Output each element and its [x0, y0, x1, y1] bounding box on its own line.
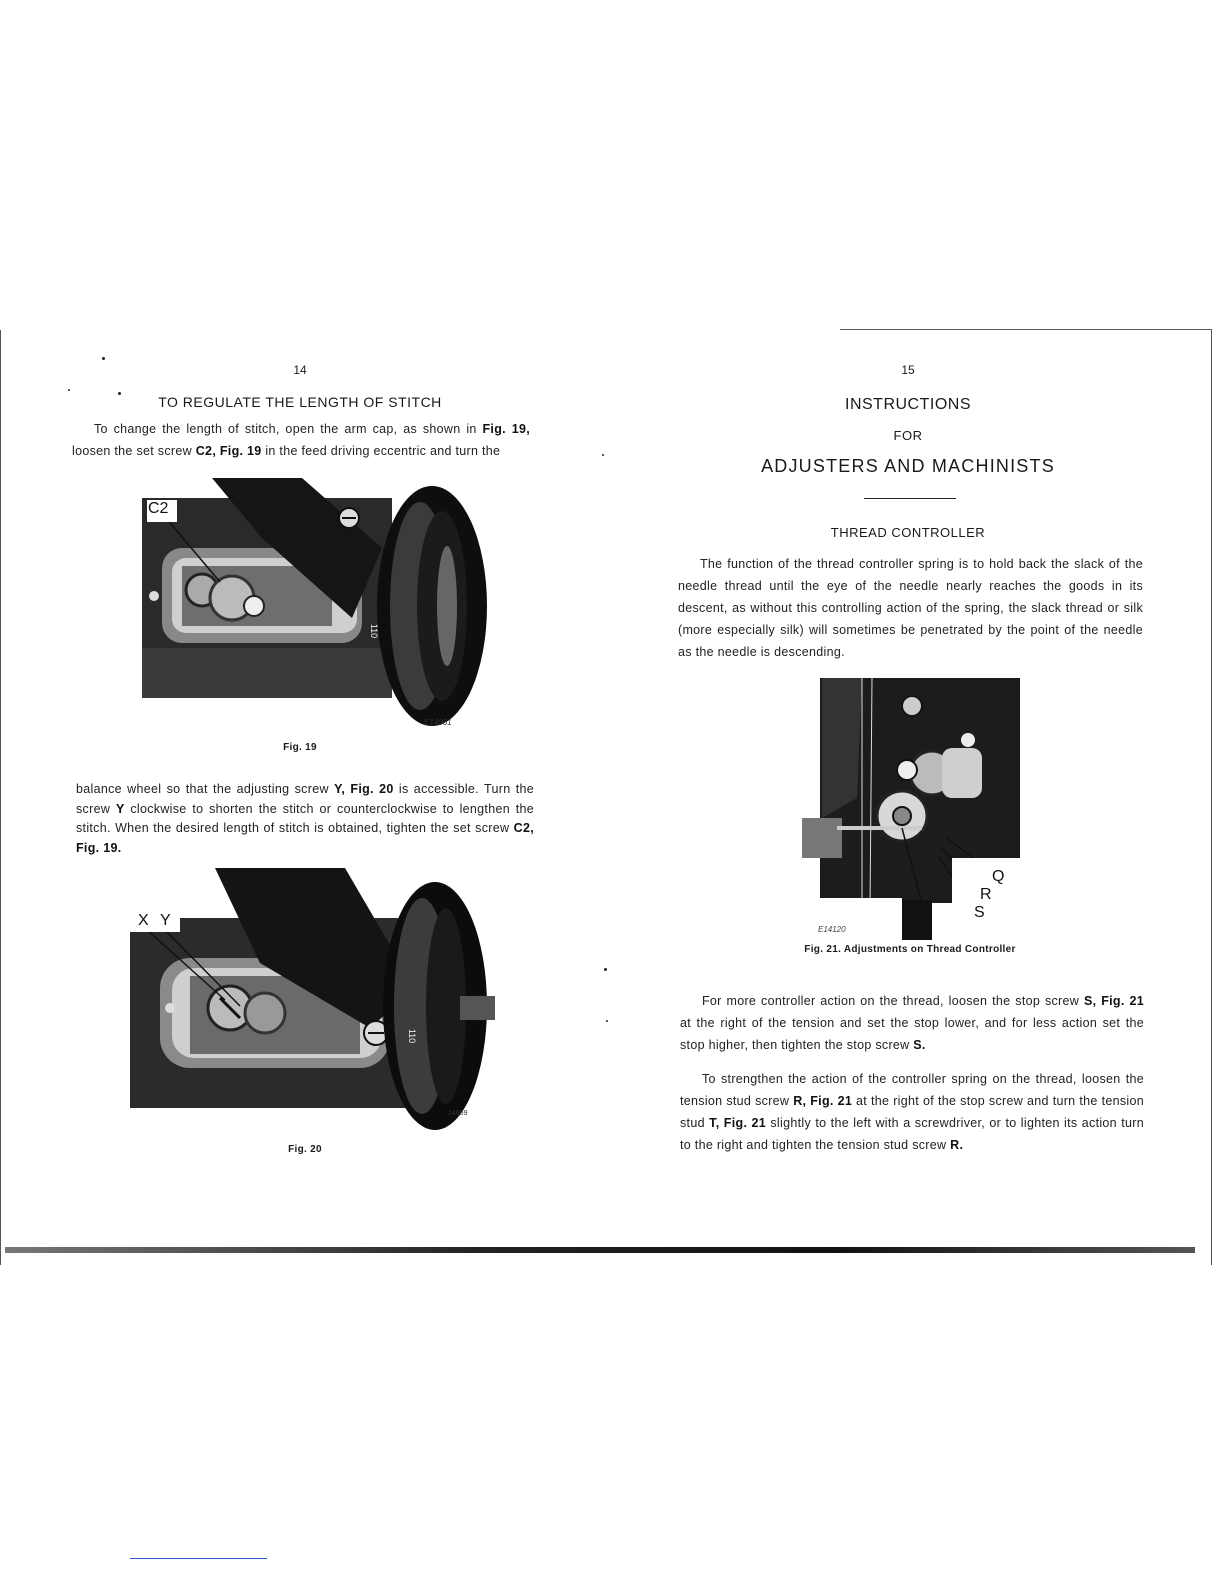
bold-reference: S, Fig. 21 — [1083, 994, 1144, 1008]
fig21-photo-code: E14120 — [818, 925, 846, 934]
page-number-left: 14 — [293, 363, 307, 377]
text-run: in the feed driving eccentric and turn the — [261, 444, 501, 458]
title-instructions: INSTRUCTIONS — [845, 396, 971, 413]
scan-speck — [602, 454, 604, 456]
title-adjusters-machinists: ADJUSTERS AND MACHINISTS — [761, 456, 1055, 476]
scan-speck — [604, 968, 607, 971]
bold-reference: Fig. 19, — [482, 422, 530, 436]
fig19-caption: Fig. 19 — [283, 742, 317, 753]
paragraph-tension-stud — [680, 1068, 1144, 1156]
fig20-label-x: X — [138, 912, 149, 929]
fig20-stamp: 110 — [407, 1028, 418, 1044]
text-run: at the right of the tension and set the stop lower, and for less action set the stop higher, then tighten the stop screw — [680, 1016, 1144, 1052]
paragraph-change-length — [72, 418, 530, 462]
fig20-label-y: Y — [160, 912, 171, 929]
fig19-photo-code: E14061 — [424, 718, 452, 727]
text-run: is accessible. Turn the screw — [76, 782, 535, 816]
bold-reference: Y — [115, 801, 125, 816]
bottom-scan-line — [5, 1247, 1195, 1253]
figure-21 — [802, 678, 1020, 940]
fig21-label-r: R — [980, 886, 992, 903]
bold-reference: T, Fig. 21 — [709, 1116, 767, 1130]
text-run: For more controller action on the thread, loosen the stop screw — [702, 994, 1084, 1008]
paragraph-stop-screw — [680, 990, 1144, 1056]
section-heading-stitch-length: TO REGULATE THE LENGTH OF STITCH — [158, 394, 442, 410]
fig19-label-c2: C2 — [148, 500, 169, 517]
fig21-caption: Fig. 21. Adjustments on Thread Controller — [804, 944, 1016, 955]
section-heading-thread-controller: THREAD CONTROLLER — [830, 525, 986, 540]
bold-reference: C2, Fig. 19 — [195, 444, 262, 458]
fig21-label-q: Q — [992, 868, 1005, 885]
text-run: The function of the thread controller spring is to hold back the slack of the needle thread until the eye of the needle nearly reaches the goods in its descent, as without this controlling action of the spring, the slack thread or silk (more especially silk) will sometimes be penetrated by the point of the needle as the needle is descending. — [678, 557, 1143, 659]
text-run: To strengthen the action of the controller spring on the thread, loosen the tension stud screw — [680, 1072, 1144, 1108]
title-divider — [864, 498, 956, 499]
text-run: slightly to the left with a screwdriver, or to lighten its action turn to the right and tighten the tension stud screw — [680, 1116, 1144, 1152]
bold-reference: Y, Fig. 20 — [334, 782, 394, 796]
right-scan-line — [1211, 329, 1212, 1265]
top-scan-line — [840, 329, 1212, 330]
fig19-stamp: 110 — [369, 623, 380, 639]
bold-reference: R. — [950, 1138, 964, 1152]
scan-speck — [606, 1020, 608, 1022]
paragraph-thread-controller-function — [678, 553, 1143, 663]
page-left-border — [0, 330, 1, 1265]
text-run: To change the length of stitch, open the arm cap, as shown in — [94, 422, 483, 436]
scan-speck — [68, 389, 70, 391]
text-run: at the right of the stop screw and turn the tension stud — [680, 1094, 1144, 1130]
page-number-right: 15 — [901, 363, 915, 377]
fig21-label-t: T — [922, 922, 932, 939]
fig19-photo — [142, 478, 492, 733]
fig20-caption: Fig. 20 — [288, 1144, 322, 1155]
bold-reference: R, Fig. 21 — [793, 1094, 853, 1108]
text-run: balance wheel so that the adjusting screw — [76, 782, 335, 796]
title-for: FOR — [893, 428, 923, 443]
fig20-photo — [130, 868, 495, 1136]
fig20-photo-code: 14059 — [448, 1110, 468, 1117]
text-run: loosen the set screw — [72, 444, 196, 458]
fig21-label-s: S — [974, 904, 985, 921]
scan-speck — [102, 357, 105, 360]
figure-20 — [130, 868, 495, 1136]
paragraph-balance-wheel — [76, 780, 534, 858]
figure-19 — [142, 478, 492, 733]
text-run: clockwise to shorten the stitch or counterclockwise to lengthen the stitch. When the desired length of stitch is obtained, tighten the set screw — [76, 801, 535, 835]
bold-reference: C2, Fig. 19. — [76, 821, 534, 855]
fig19-machine-illustration — [142, 478, 492, 733]
fig20-machine-illustration — [130, 868, 495, 1136]
footer-link-line — [130, 1558, 267, 1559]
bold-reference: S. — [913, 1038, 926, 1052]
